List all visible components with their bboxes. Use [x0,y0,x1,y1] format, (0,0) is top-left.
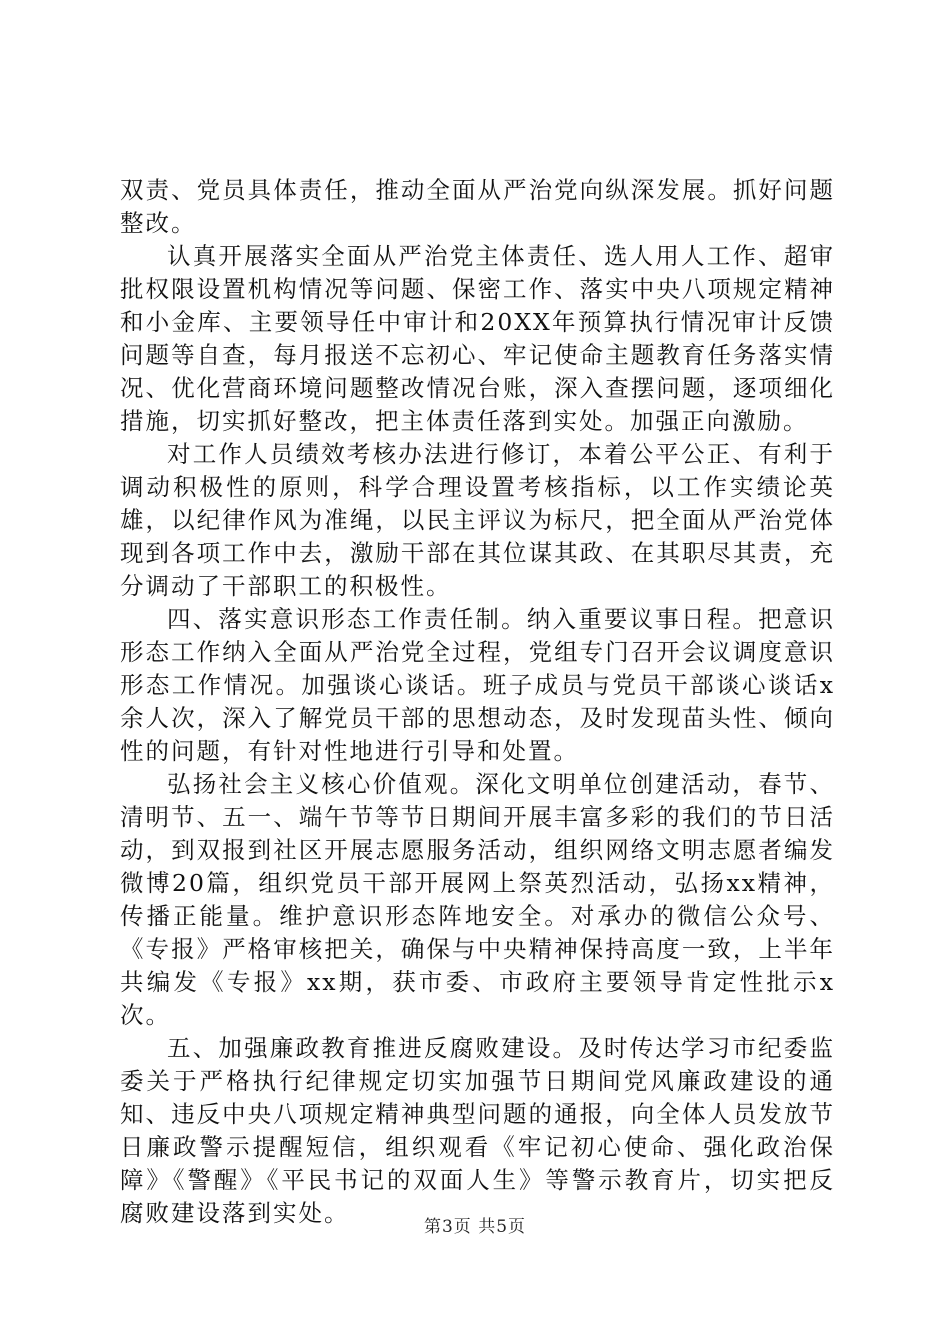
paragraph-continued: 双责、党员具体责任，推动全面从严治党向纵深发展。抓好问题整改。 [120,176,835,237]
paragraph-core-values: 弘扬社会主义核心价值观。深化文明单位创建活动，春节、清明节、五一、端午节等节日期间开展丰富多彩的我们的节日活动，到双报到社区开展志愿服务活动，组织网络文明志愿者编发微博20篇，组织党员干部开展网上祭英烈活动，弘扬xx精神，传播正能量。维护意识形态阵地安全。对承办的微信公众号、《专报》严格审核把关，确保与中央精神保持高度一致，上半年共编发《专报》xx期，获市委、市政府主要领导肯定性批示x次。 [120,770,835,1029]
document-body [120,174,835,1230]
paragraph-self-inspection: 认真开展落实全面从严治党主体责任、选人用人工作、超审批权限设置机构情况等问题、保密工作、落实中央八项规定精神和小金库、主要领导任中审计和20XX年预算执行情况审计反馈问题等自查，每月报送不忘初心、牢记使命主题教育任务落实情况、优化营商环境问题整改情况台账，深入查摆问题，逐项细化措施，切实抓好整改，把主体责任落到实处。加强正向激励。 [120,242,835,435]
page-number: 第3页 共5页 [423,1217,527,1237]
paragraph-ideology-responsibility: 四、落实意识形态工作责任制。纳入重要议事日程。把意识形态工作纳入全面从严治党全过程，党组专门召开会议调度意识形态工作情况。加强谈心谈话。班子成员与党员干部谈心谈话x余人次，深入了解党员干部的思想动态，及时发现苗头性、倾向性的问题，有针对性地进行引导和处置。 [120,605,835,765]
page-footer [0,1212,950,1237]
paragraph-performance-review: 对工作人员绩效考核办法进行修订，本着公平公正、有利于调动积极性的原则，科学合理设置考核指标，以工作实绩论英雄，以纪律作风为准绳，以民主评议为标尺，把全面从严治党体现到各项工作中去，激励干部在其位谋其政、在其职尽其责，充分调动了干部职工的积极性。 [120,440,835,600]
paragraph-anti-corruption: 五、加强廉政教育推进反腐败建设。及时传达学习市纪委监委关于严格执行纪律规定切实加强节日期间党风廉政建设的通知、违反中央八项规定精神典型问题的通报，向全体人员发放节日廉政警示提醒短信，组织观看《牢记初心使命、强化政治保障》《警醒》《平民书记的双面人生》等警示教育片，切实把反腐败建设落到实处。 [120,1034,835,1227]
